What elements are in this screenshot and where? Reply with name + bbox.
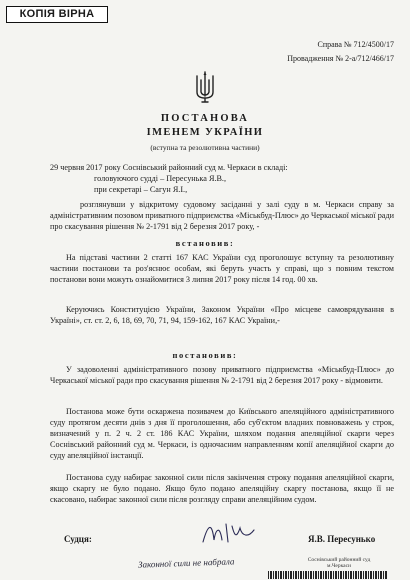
appeal-paragraph: Постанова може бути оскаржена позивачем до Київського апеляційного адміністративного суду протягом десяти днів з дня її проголошення, або суб'єктом владних повноважень у строк, визначений у п. 2 ч. 2 ст. 186 КАС України, шляхом подання апеляційної скарги через Соснівський районний суд м. Черкаси, із одночасним направленням копії апеляційної скарги до суду апеляційної інстанції.: [50, 407, 394, 460]
basis-paragraph: На підставі частини 2 статті 167 КАС України суд проголошує вступну та резолютивну частини постанови та роз'яснює особам, які беруть участь у справі, що з повним текстом постанови вони можуть ознайомитися 3 липня 2017 року після 14 год. 00 хв.: [50, 253, 394, 284]
court-stamp: [296, 557, 382, 569]
trident-icon: [193, 70, 217, 104]
court-stamp-line1: Соснівський районний суд: [307, 557, 371, 563]
copy-stamp: КОПІЯ ВІРНА: [6, 6, 108, 23]
doc-title-name: ІМЕНЕМ УКРАЇНИ: [146, 127, 264, 138]
intro-judge-line: головуючого судді – Пересунька Я.В.,: [94, 174, 227, 183]
case-number: Справа № 712/4500/17: [317, 40, 394, 49]
resolved-heading: постановив:: [172, 350, 238, 360]
doc-title: ПОСТАНОВА: [160, 113, 250, 124]
doc-subtitle: (вступна та резолютивна частини): [150, 143, 260, 152]
force-paragraph: Постанова суду набирає законної сили після закінчення строку подання апеляційної скарги, якщо скаргу не було подано. Якщо було подано апеляційну скаргу постанова, якщо її не скасовано, набирає законної сили після розгляду справи апеляційним судом.: [50, 473, 394, 504]
signer-name: Я.В. Пересунько: [308, 534, 376, 544]
handwritten-signature: [198, 520, 258, 546]
review-paragraph: розглянувши у відкритому судовому засіданні у залі суду в м. Черкаси справу за адміністративним позовом приватного підприємства «Міськбуд-Плюс» до Черкаської міської ради про скасування рішення № 2-1791 від 2 березня 2017 року, -: [50, 200, 394, 231]
signature-label: Судця:: [64, 534, 92, 544]
proceeding-number: Провадження № 2-а/712/466/17: [287, 54, 394, 63]
established-heading: встановив:: [175, 238, 235, 248]
barcode: [268, 571, 388, 579]
guided-paragraph: Керуючись Конституцією України, Законом України «Про місцеве самоврядування в Україні», ст. ст. 2, 6, 18, 69, 70, 71, 94, 159-162, 167 КАС України,-: [50, 305, 394, 325]
intro-date-line: 29 червня 2017 року Соснівський районний суд м. Черкаси в складі:: [50, 163, 288, 172]
intro-secretary-line: при секретарі – Сагун Я.І.,: [94, 185, 188, 194]
court-stamp-line2: м.Черкаси: [326, 563, 352, 569]
handwritten-note: Законної сили не набрала: [137, 556, 235, 570]
result-paragraph: У задоволенні адміністративного позову приватного підприємства «Міськбуд-Плюс» до Черкаської міської ради про скасування рішення № 2-1791 від 2 березня 2017 року - відмовити.: [50, 365, 394, 385]
